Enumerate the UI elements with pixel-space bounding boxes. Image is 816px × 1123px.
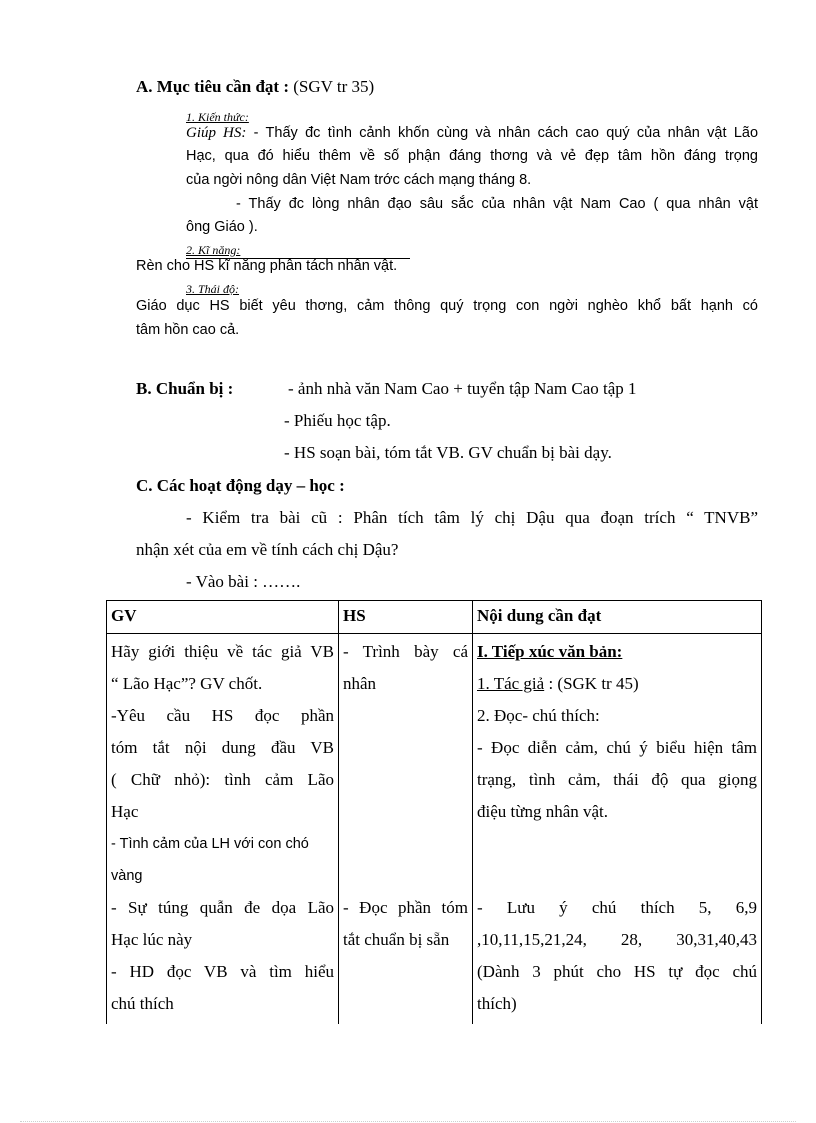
- check-line-1: - Kiểm tra bài cũ : Phân tích tâm lý chị Dậu qua đoạn trích “ TNVB”: [186, 508, 758, 527]
- content-cell: [473, 634, 762, 1025]
- knowledge-label: 1. Kiến thức:: [186, 110, 249, 124]
- attitude-label: 3. Thái độ:: [186, 282, 240, 296]
- note-line: ,10,11,15,21,24, 28, 30,31,40,43: [477, 930, 757, 949]
- attitude-line-1: Giáo dục HS biết yêu thơng, cảm thông quý trọng con ngời nghèo khổ bất hạnh có: [136, 298, 758, 314]
- gv-line: ( Chữ nhỏ): tình cảm Lão: [111, 770, 334, 789]
- note-line: thích): [477, 994, 517, 1013]
- note-line: (Dành 3 phút cho HS tự đọc chú: [477, 962, 757, 981]
- table-row: [107, 634, 762, 1025]
- section-c-title: C. Các hoạt động dạy – học :: [136, 476, 345, 495]
- knowledge-line-2: Hạc, qua đó hiểu thêm về số phận đáng thơng và vẻ đẹp tâm hồn đáng trọng: [186, 148, 758, 164]
- author-ref: : (SGK tr 45): [544, 674, 639, 693]
- knowledge-line-1: Giúp HS: - Thấy đc tình cảnh khốn cùng và nhân cách cao quý của nhân vật Lão: [186, 125, 759, 141]
- hs-line: - Trình bày cá: [343, 642, 468, 661]
- read-title: 2. Đọc- chú thích:: [477, 706, 600, 725]
- knowledge-prefix: Giúp HS:: [186, 125, 247, 141]
- author-label: 1. Tác giả: [477, 674, 545, 693]
- gv-line: “ Lão Hạc”? GV chốt.: [111, 674, 263, 693]
- gv-line: -Yêu cầu HS đọc phần: [111, 706, 334, 725]
- skill-label: 2. Kĩ năng:: [186, 243, 410, 259]
- content-heading: I. Tiếp xúc văn bản:: [477, 642, 623, 661]
- knowledge-line-3: của ngời nông dân Việt Nam trớc cách mạng tháng 8.: [186, 172, 532, 188]
- knowledge-line-4: - Thấy đc lòng nhân đạo sâu sắc của nhân vật Nam Cao ( qua nhân vật: [236, 196, 758, 212]
- note-line: - Lưu ý chú thích 5, 6,9: [477, 898, 757, 917]
- skill-text: Rèn cho HS kĩ năng phân tách nhân vật.: [136, 258, 398, 274]
- content-spacer: [477, 828, 757, 892]
- header-gv: GV: [107, 601, 339, 634]
- hs-line: tắt chuẩn bị sẵn: [343, 930, 450, 949]
- lesson-table: [106, 600, 762, 1024]
- gv-line: vàng: [111, 868, 143, 884]
- gv-line: Hãy giới thiệu về tác giả VB: [111, 642, 334, 661]
- hs-spacer: [343, 700, 468, 892]
- check-line-2: nhận xét của em về tính cách chị Dậu?: [136, 540, 399, 559]
- gv-line: - Sự túng quẫn đe dọa Lão: [111, 898, 334, 917]
- author-line: [477, 668, 757, 700]
- attitude-line-2: tâm hồn cao cả.: [136, 322, 240, 338]
- hs-cell: [339, 634, 473, 1025]
- gv-line: Hạc: [111, 802, 139, 821]
- gv-line: - HD đọc VB và tìm hiểu: [111, 962, 334, 981]
- prep-item-2: - Phiếu học tập.: [284, 411, 391, 430]
- gv-line: Hạc lúc này: [111, 930, 193, 949]
- section-b-title: B. Chuẩn bị :: [136, 379, 234, 398]
- hs-line: nhân: [343, 674, 377, 693]
- intro-line: - Vào bài : …….: [186, 572, 301, 591]
- read-line: trạng, tình cảm, thái độ qua giọng: [477, 770, 757, 789]
- prep-item-3: - HS soạn bài, tóm tắt VB. GV chuẩn bị bài dạy.: [284, 443, 612, 462]
- header-hs: HS: [339, 601, 473, 634]
- prep-item-1: - ảnh nhà văn Nam Cao + tuyển tập Nam Cao tập 1: [288, 379, 637, 398]
- gv-line: tóm tắt nội dung đầu VB: [111, 738, 334, 757]
- knowledge-line-5: ông Giáo ).: [186, 219, 258, 235]
- read-line: - Đọc diễn cảm, chú ý biểu hiện tâm: [477, 738, 757, 757]
- gv-cell: [107, 634, 339, 1025]
- section-a-ref: (SGV tr 35): [293, 77, 375, 96]
- gv-line: chú thích: [111, 994, 174, 1013]
- section-a-title: A. Mục tiêu cần đạt : (SGV tr 35): [136, 77, 375, 96]
- gv-line: - Tình cảm của LH với con chó: [111, 836, 309, 852]
- header-content: Nội dung cần đạt: [473, 601, 762, 634]
- table-header-row: [107, 601, 762, 634]
- page-footer-rule: [20, 1121, 796, 1122]
- hs-line: - Đọc phần tóm: [343, 898, 468, 917]
- read-line: điệu từng nhân vật.: [477, 802, 609, 821]
